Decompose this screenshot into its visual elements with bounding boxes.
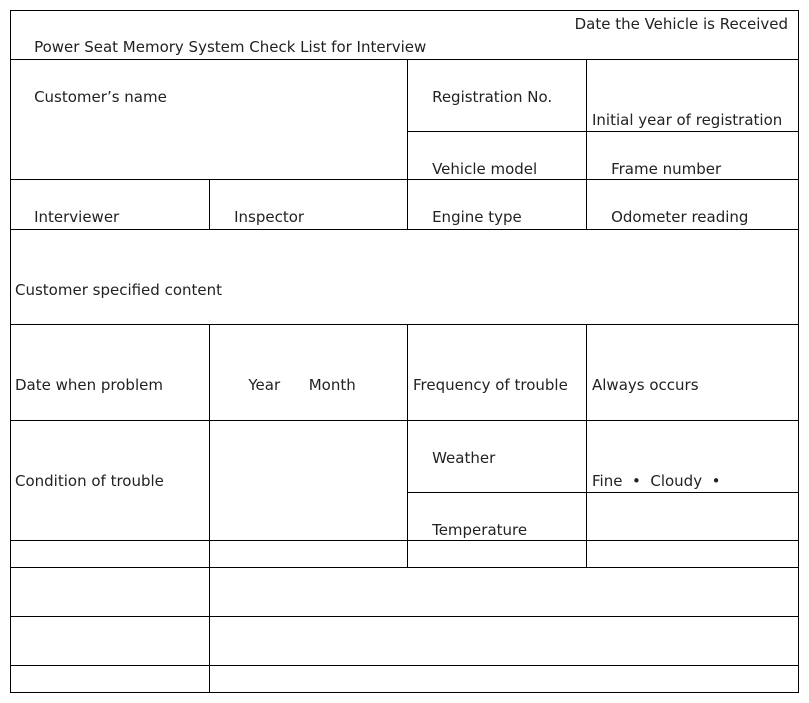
inspector-label: Inspector <box>234 208 305 226</box>
customer-name-label: Customer’s name <box>34 88 167 106</box>
date-problem-cell <box>10 325 210 421</box>
checklist-title: Power Seat Memory System Check List for Interview <box>34 38 427 56</box>
weather-options-line1: Fine • Cloudy • <box>592 472 721 490</box>
frequency-label-cell <box>408 325 587 421</box>
road-conditions-label-cell <box>10 541 210 568</box>
occurrence-location-label-cell <box>408 541 587 568</box>
engine-type-label: Engine type <box>432 208 522 226</box>
dtc-label <box>34 691 210 693</box>
confirmation-label-cell <box>10 617 210 666</box>
weather-options-cell[interactable] <box>587 421 799 493</box>
dtc-value-cell[interactable] <box>210 666 799 693</box>
initial-year-label: Initial year of registration <box>592 111 783 129</box>
frequency-option-always: Always occurs <box>592 376 699 394</box>
weather-label-cell <box>408 421 587 493</box>
customer-specified-content-label: Customer specified content <box>15 281 223 299</box>
road-conditions-value-cell[interactable] <box>210 541 408 568</box>
dtc-label-cell <box>10 666 210 693</box>
accessory-value-cell[interactable] <box>210 568 799 617</box>
inspector-cell[interactable] <box>210 180 408 230</box>
vehicle-model-cell[interactable] <box>408 132 587 180</box>
accessory-label-cell <box>10 568 210 617</box>
frame-number-label: Frame number <box>611 160 722 178</box>
customer-name-cell[interactable] <box>10 60 408 180</box>
temperature-label: Temperature <box>432 521 528 539</box>
registration-no-cell[interactable] <box>408 60 587 132</box>
occurrence-location-value-cell[interactable] <box>587 541 799 568</box>
odometer-reading-label: Odometer reading <box>611 208 749 226</box>
interview-checklist-table <box>10 10 799 693</box>
header-cell <box>10 10 799 60</box>
date-problem-value-cell[interactable] <box>210 325 408 421</box>
frame-number-cell[interactable] <box>587 132 799 180</box>
condition-label-line1: Condition of trouble <box>15 472 164 490</box>
interviewer-label: Interviewer <box>34 208 120 226</box>
temperature-label-cell <box>408 493 587 541</box>
condition-value-cell[interactable] <box>210 421 408 541</box>
odometer-reading-cell[interactable] <box>587 180 799 230</box>
date-problem-label-line1: Date when problem <box>15 376 163 394</box>
vehicle-model-label: Vehicle model <box>432 160 538 178</box>
date-received-label: Date the Vehicle is Received <box>574 15 788 33</box>
interviewer-cell[interactable] <box>10 180 210 230</box>
engine-type-cell[interactable] <box>408 180 587 230</box>
registration-no-label: Registration No. <box>432 88 553 106</box>
condition-label-cell <box>10 421 210 541</box>
frequency-options-cell[interactable] <box>587 325 799 421</box>
weather-label: Weather <box>432 449 496 467</box>
customer-specified-content-cell[interactable] <box>10 230 799 325</box>
frequency-label-line1: Frequency of trouble <box>413 376 568 394</box>
confirmation-value-cell[interactable] <box>210 617 799 666</box>
date-problem-value-line1: Year Month <box>215 376 356 394</box>
initial-year-cell[interactable] <box>587 60 799 132</box>
temperature-value-cell[interactable] <box>587 493 799 541</box>
